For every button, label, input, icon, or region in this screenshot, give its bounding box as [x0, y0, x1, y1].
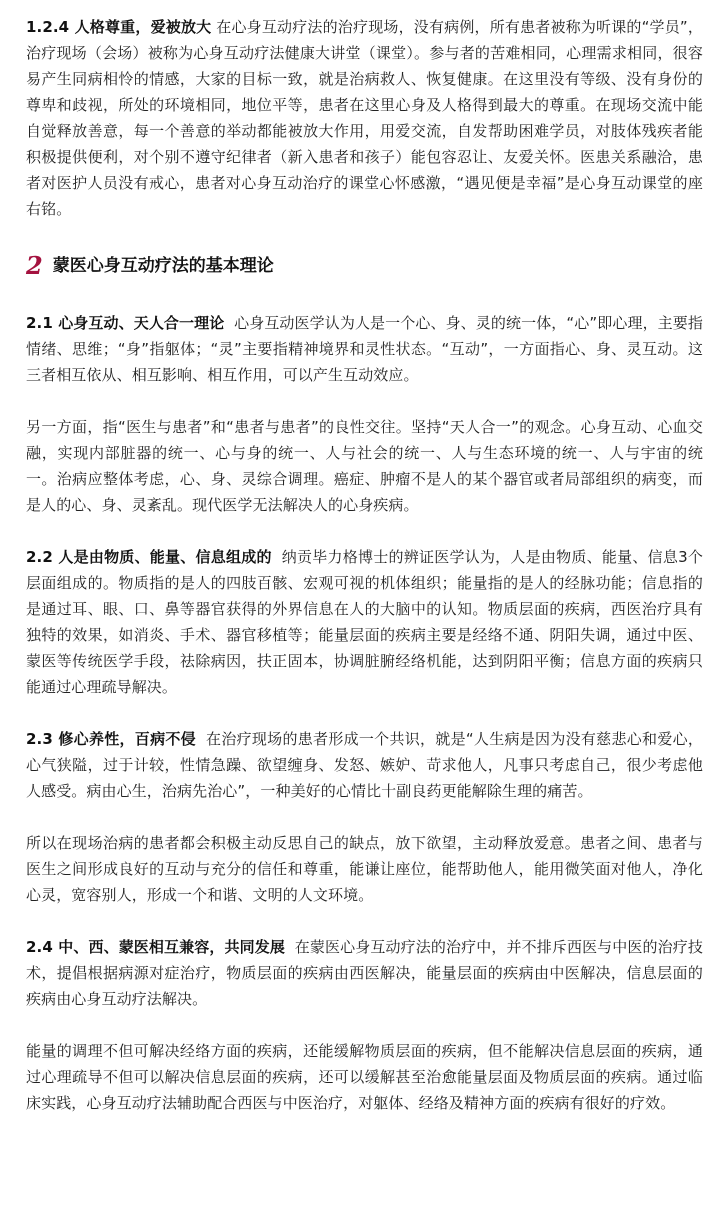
heading-2-2: 2.2 人是由物质、能量、信息组成的: [26, 548, 272, 566]
text-1-2-4: 在心身互动疗法的治疗现场，没有病例，所有患者被称为听课的“学员”，治疗现场（会场）被称为心身互动疗法健康大讲堂（课堂）。参与者的苦难相同，心理需求相同，很容易产生同病相怜的情感，大家的目标一致，就是治病救人、恢复健康。在这里没有等级、没有身份的尊卑和歧视，所处的环境相同，地位平等，患者在这里心身及人格得到最大的尊重。在现场交流中能自觉释放善意，每一个善意的举动都能被放大作用，用爱交流，自发帮助困难学员，对肢体残疾者能积极提供便利，对个别不遵守纪律者（新入患者和孩子）能包容忍让、友爱关怀。医患关系融洽，患者对医护人员没有戒心，患者对心身互动治疗的课堂心怀感激，“遇见便是幸福”是心身互动课堂的座右铭。: [26, 18, 703, 218]
heading-2-4: 2.4 中、西、蒙医相互兼容，共同发展: [26, 938, 286, 956]
section-2-number: 2: [26, 251, 43, 280]
text-2-2: 纳贡毕力格博士的辨证医学认为，人是由物质、能量、信息3个层面组成的。物质指的是人的四肢百骸、宏观可视的机体组织；能量指的是人的经脉功能；信息指的是通过耳、眼、口、鼻等器官获得的外界信息在人的大脑中的认知。物质层面的疾病，西医治疗具有独特的效果，如消炎、手术、器官移植等；能量层面的疾病主要是经络不通、阴阳失调，通过中医、蒙医等传统医学手段，祛除病因，扶正固本，协调脏腑经络机能，达到阴阳平衡；信息方面的疾病只能通过心理疏导解决。: [26, 548, 703, 696]
text-2-3: 在治疗现场的患者形成一个共识，就是“人生病是因为没有慈悲心和爱心，心气狭隘，过于计较，性情急躁、欲望缠身、发怒、嫉妒、苛求他人，凡事只考虑自己，很少考虑他人感受。病由心生，治病先治心”，一种美好的心情比十副良药更能解除生理的痛苦。: [26, 730, 703, 800]
paragraph-1-2-4: [26, 14, 703, 222]
paragraph-2-3-continued: 所以在现场治病的患者都会积极主动反思自己的缺点，放下欲望，主动释放爱意。患者之间、患者与医生之间形成良好的互动与充分的信任和尊重，能谦让座位，能帮助他人，能用微笑面对他人，净化心灵，宽容别人，形成一个和谐、文明的人文环境。: [26, 834, 703, 904]
paragraph-2-3: [26, 726, 703, 804]
paragraph-2-1-continued: 另一方面，指“医生与患者”和“患者与患者”的良性交往。坚持“天人合一”的观念。心身互动、心血交融，实现内部脏器的统一、心与身的统一、人与社会的统一、人与生态环境的统一、人与宇宙的统一。治病应整体考虑，心、身、灵综合调理。癌症、肿瘤不是人的某个器官或者局部组织的病变，而是人的心、身、灵紊乱。现代医学无法解决人的心身疾病。: [26, 418, 703, 514]
section-2-heading: [26, 252, 703, 280]
heading-2-1: 2.1 心身互动、天人合一理论: [26, 314, 225, 332]
paragraph-2-4-continued: 能量的调理不但可解决经络方面的疾病，还能缓解物质层面的疾病，但不能解决信息层面的疾病，通过心理疏导不但可以解决信息层面的疾病，还可以缓解甚至治愈能量层面及物质层面的疾病。通过临床实践，心身互动疗法辅助配合西医与中医治疗，对躯体、经络及精神方面的疾病有很好的疗效。: [26, 1042, 703, 1112]
text-2-4: 在蒙医心身互动疗法的治疗中，并不排斥西医与中医的治疗技术，提倡根据病源对症治疗，物质层面的疾病由西医解决，能量层面的疾病由中医解决，信息层面的疾病由心身互动疗法解决。: [26, 938, 703, 1008]
paragraph-2-1: [26, 310, 703, 388]
paragraph-2-4: [26, 934, 703, 1012]
heading-2-3: 2.3 修心养性，百病不侵: [26, 730, 196, 748]
paragraph-2-2: [26, 544, 703, 700]
section-2-title: 蒙医心身互动疗法的基本理论: [52, 256, 274, 276]
heading-1-2-4: 1.2.4 人格尊重，爱被放大: [26, 18, 212, 36]
text-2-1: 心身互动医学认为人是一个心、身、灵的统一体，“心”即心理，主要指情绪、思维；“身”指躯体；“灵”主要指精神境界和灵性状态。“互动”，一方面指心、身、灵互动。这三者相互依从、相互影响、相互作用，可以产生互动效应。: [26, 314, 703, 384]
